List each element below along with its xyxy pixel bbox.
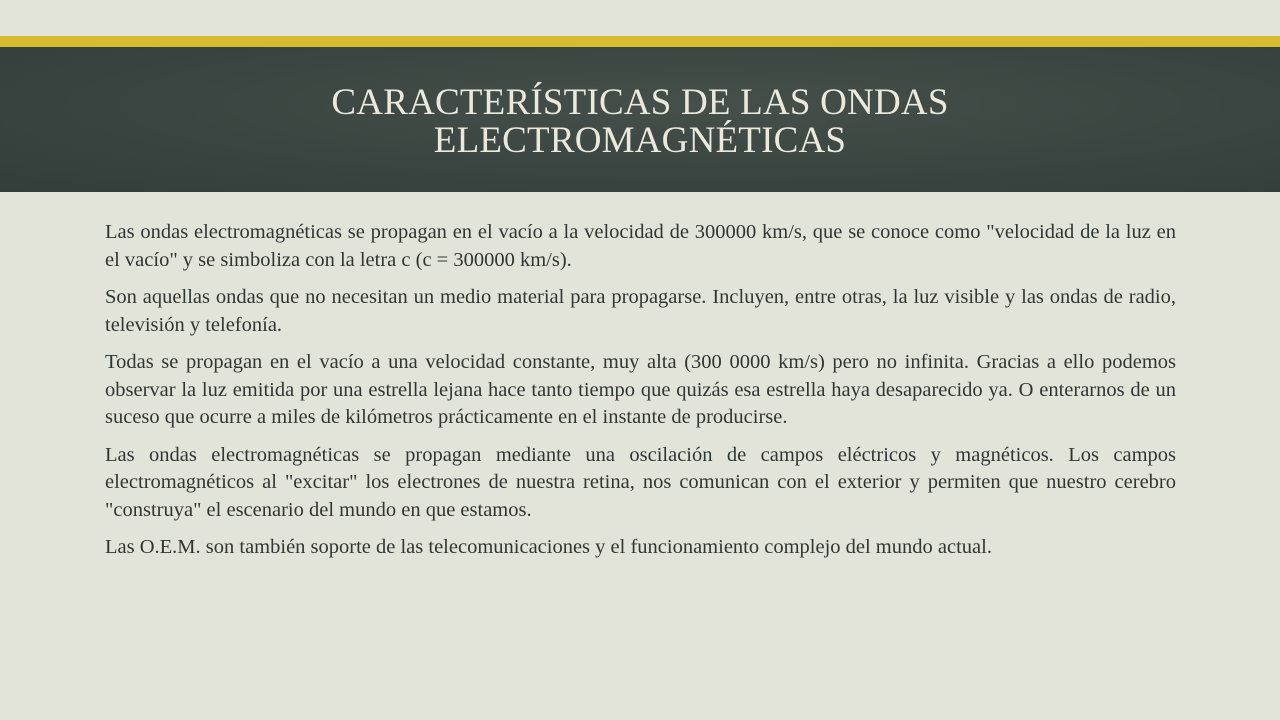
title-band	[0, 47, 1280, 192]
slide-title	[331, 81, 949, 161]
paragraph-5: Las O.E.M. son también soporte de las telecomunicaciones y el funcionamiento complejo del mundo actual.	[105, 536, 992, 558]
paragraph-3: Todas se propagan en el vacío a una velocidad constante, muy alta (300 0000 km/s) pero no infinita. Gracias a ello podemos observar la luz emitida por una estrella lejana hace tanto tiempo que quizás esa estrella haya desaparecido ya. O enterarnos de un suceso que ocurre a miles de kilómetros prácticamente en el instante de producirse.	[105, 351, 1176, 428]
slide-title-line-1: CARACTERÍSTICAS DE LAS ONDAS	[331, 81, 949, 123]
paragraph-4: Las ondas electromagnéticas se propagan mediante una oscilación de campos eléctricos y magnéticos. Los campos electromagnéticos al "excitar" los electrones de nuestra retina, nos comunican con el exterior y permiten que nuestro cerebro "construya" el escenario del mundo en que estamos.	[105, 443, 1176, 521]
accent-bar	[0, 36, 1280, 47]
slide-title-line-2: ELECTROMAGNÉTICAS	[433, 119, 847, 161]
paragraph-2: Son aquellas ondas que no necesitan un medio material para propagarse. Incluyen, entre otras, la luz visible y las ondas de radio, televisión y telefonía.	[105, 286, 1176, 336]
paragraph-1: Las ondas electromagnéticas se propagan en el vacío a la velocidad de 300000 km/s, que se conoce como "velocidad de la luz en el vacío" y se simboliza con la letra c (c = 300000 km/s).	[105, 221, 1176, 271]
slide-body	[105, 219, 1176, 572]
